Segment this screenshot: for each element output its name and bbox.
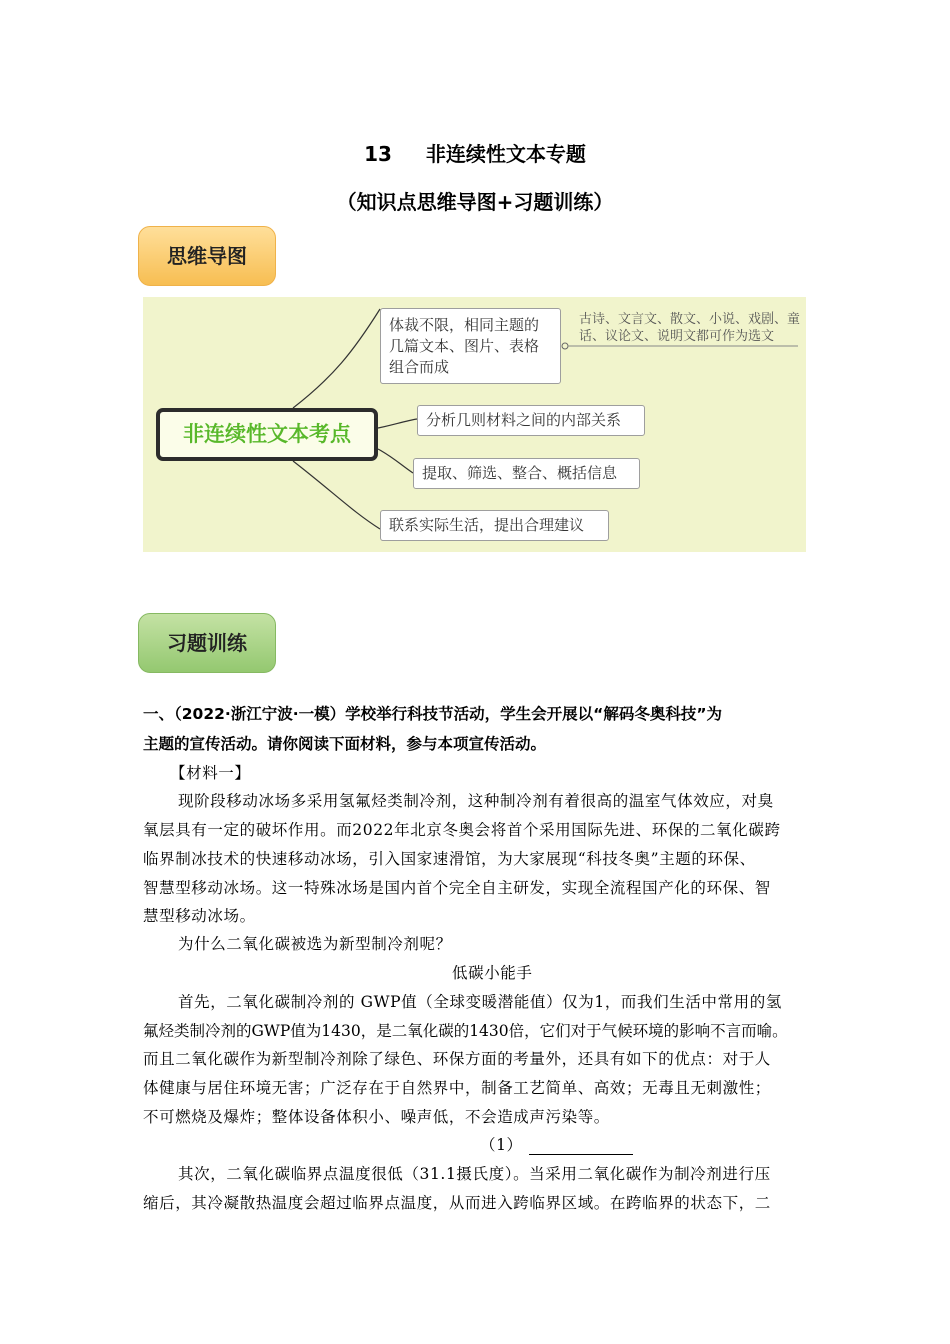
paragraph-line: 首先，二氧化碳制冷剂的 GWP值（全球变暖潜能值）仅为1，而我们生活中常用的氢 — [178, 993, 782, 1011]
answer-blank[interactable] — [529, 1138, 633, 1155]
subheading: 低碳小能手 — [452, 964, 533, 982]
paragraph-line: 临界制冰技术的快速移动冰场，引入国家速滑馆，为大家展现“科技冬奥”主题的环保、 — [143, 850, 756, 868]
branch1-line: 体裁不限，相同主题的 — [389, 316, 540, 334]
title-main: 非连续性文本专题 — [425, 142, 586, 166]
material-label: 【材料一】 — [170, 764, 251, 782]
mindmap-branch-genre — [380, 308, 561, 384]
paragraph-line: 体健康与居住环境无害；广泛存在于自然界中，制备工艺简单、高效；无毒且无刺激性； — [143, 1079, 771, 1097]
question-line: 主题的宣传活动。请你阅读下面材料，参与本项宣传活动。 — [143, 735, 547, 753]
paragraph-line: 不可燃烧及爆炸；整体设备体积小、噪声低，不会造成声污染等。 — [143, 1108, 610, 1126]
page-title — [0, 138, 950, 167]
paragraph-line: 现阶段移动冰场多采用氢氟烃类制冷剂，这种制冷剂有着很高的温室气体效应，对臭 — [178, 792, 774, 810]
note-line: 话、议论文、说明文都可作为选文 — [579, 329, 775, 344]
paragraph-line: 氟烃类制冷剂的GWP值为1430，是二氧化碳的1430倍，它们对于气候环境的影响不言而喻。 — [143, 1022, 788, 1040]
page-subtitle: （知识点思维导图+习题训练） — [336, 190, 614, 214]
paragraph-line: 其次，二氧化碳临界点温度很低（31.1摄氏度）。当采用二氧化碳作为制冷剂进行压 — [178, 1165, 771, 1183]
paragraph-line: 缩后，其冷凝散热温度会超过临界点温度，从而进入跨临界区域。在跨临界的状态下，二 — [143, 1194, 771, 1212]
mindmap — [143, 297, 806, 552]
paragraph-line: 慧型移动冰场。 — [143, 907, 256, 925]
mindmap-branch-relations: 分析几则材料之间的内部关系 — [417, 405, 645, 436]
mindmap-branch-extract: 提取、筛选、整合、概括信息 — [413, 458, 640, 489]
note-line: 古诗、文言文、散文、小说、戏剧、童 — [579, 312, 801, 327]
mindmap-section-badge: 思维导图 — [138, 226, 276, 286]
branch1-line: 组合而成 — [389, 358, 450, 376]
blank-question — [480, 1133, 633, 1155]
mindmap-note — [579, 311, 809, 345]
paragraph-line: 为什么二氧化碳被选为新型制冷剂呢？ — [178, 935, 452, 953]
branch1-line: 几篇文本、图片、表格 — [389, 337, 540, 355]
exercise-section-badge: 习题训练 — [138, 613, 276, 673]
paragraph-line: 氧层具有一定的破坏作用。而2022年北京冬奥会将首个采用国际先进、环保的二氧化碳跨 — [143, 821, 781, 839]
paragraph-line: 智慧型移动冰场。这一特殊冰场是国内首个完全自主研发，实现全流程国产化的环保、智 — [143, 879, 771, 897]
question-line: 一、（2022·浙江宁波·一模）学校举行科技节活动，学生会开展以“解码冬奥科技”为 — [143, 705, 723, 723]
blank-label: （1） — [480, 1136, 523, 1154]
mindmap-center-node: 非连续性文本考点 — [156, 408, 378, 461]
paragraph-line: 而且二氧化碳作为新型制冷剂除了绿色、环保方面的考量外，还具有如下的优点：对于人 — [143, 1050, 771, 1068]
mindmap-branch-suggest: 联系实际生活，提出合理建议 — [380, 510, 609, 541]
title-number: 13 — [364, 142, 392, 166]
